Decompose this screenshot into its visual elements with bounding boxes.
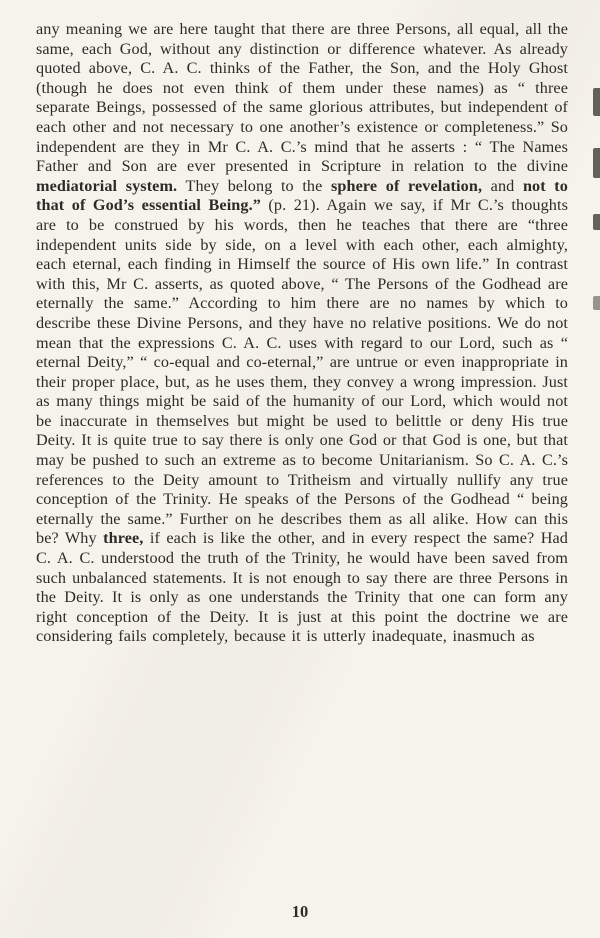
- text-segment: if each is like the other, and in every respect the same? Had C. A. C. understood the truth of the Trinity, he would have been saved from such unbalanced statements. It is not enough to say there are three Persons in the Deity. It is only as one understands the Trinity that one can form any right conception of the Deity. It is just at this point the doctrine we are considering fails completely, because it is utterly inadequate, inasmuch as: [36, 529, 569, 646]
- emphasized-text: mediatorial system.: [36, 176, 178, 195]
- text-segment: any meaning we are here taught that there are three Persons, all equal, all the same, each God, without any distinction or difference whatever. As already quoted above, C. A. C. thinks of the Father, the Son, and the Holy Ghost (though he does not even think of them under these names) as “ three separate Beings, possessed of the same glorious attributes, but independent of each other and not necessary to one another’s existence or completeness.” So independent are they in Mr C. A. C.’s mind that he asserts : “ The Names Father and Son are ever presented in Scripture in relation to the divine: [36, 20, 568, 176]
- scan-artifact-mark: [593, 214, 600, 230]
- emphasized-text: three,: [103, 529, 144, 548]
- scan-artifact-mark: [593, 88, 600, 116]
- text-segment: and: [482, 176, 523, 195]
- page-number: 10: [291, 902, 309, 921]
- emphasized-text: sphere of revelation,: [331, 176, 483, 195]
- text-segment: (p. 21). Again we say, if Mr C.’s thoughts are to be construed by his words, then he teaches that there are “three independent units side by side, on a level with each other, each almighty, each eternal, each finding in Himself the source of His own life.” In contrast with this, Mr C. asserts, as quoted above, “ The Persons of the Godhead are eternally the same.” According to him there are no names by which to describe these Divine Persons, and they have no relative positions. We do not mean that the expressions C. A. C. uses with regard to our Lord, such as “ eternal Deity,” “ co-equal and co-eternal,” are untrue or even inappropriate in their proper place, but, as he uses them, they convey a wrong impression. Just as many things might be said of the humanity of our Lord, which would not be inaccurate in themselves but might be used to belittle or deny His true Deity. It is quite true to say there is only one God or that God is one, but that may be pushed to such an extreme as to become Unitarianism. So C. A. C.’s references to the Deity amount to Tritheism and virtually nullify any true conception of the Trinity. He speaks of the Persons of the Godhead “ being eternally the same.” Further on he describes them as all alike. How can this be? Why: [36, 196, 569, 548]
- scan-artifact-mark: [593, 148, 600, 178]
- text-segment: They belong to the: [177, 176, 331, 195]
- scan-artifact-mark: [593, 296, 600, 310]
- body-paragraph: [36, 20, 568, 647]
- emphasized-text: not to that of God’s essential Being.”: [36, 176, 568, 215]
